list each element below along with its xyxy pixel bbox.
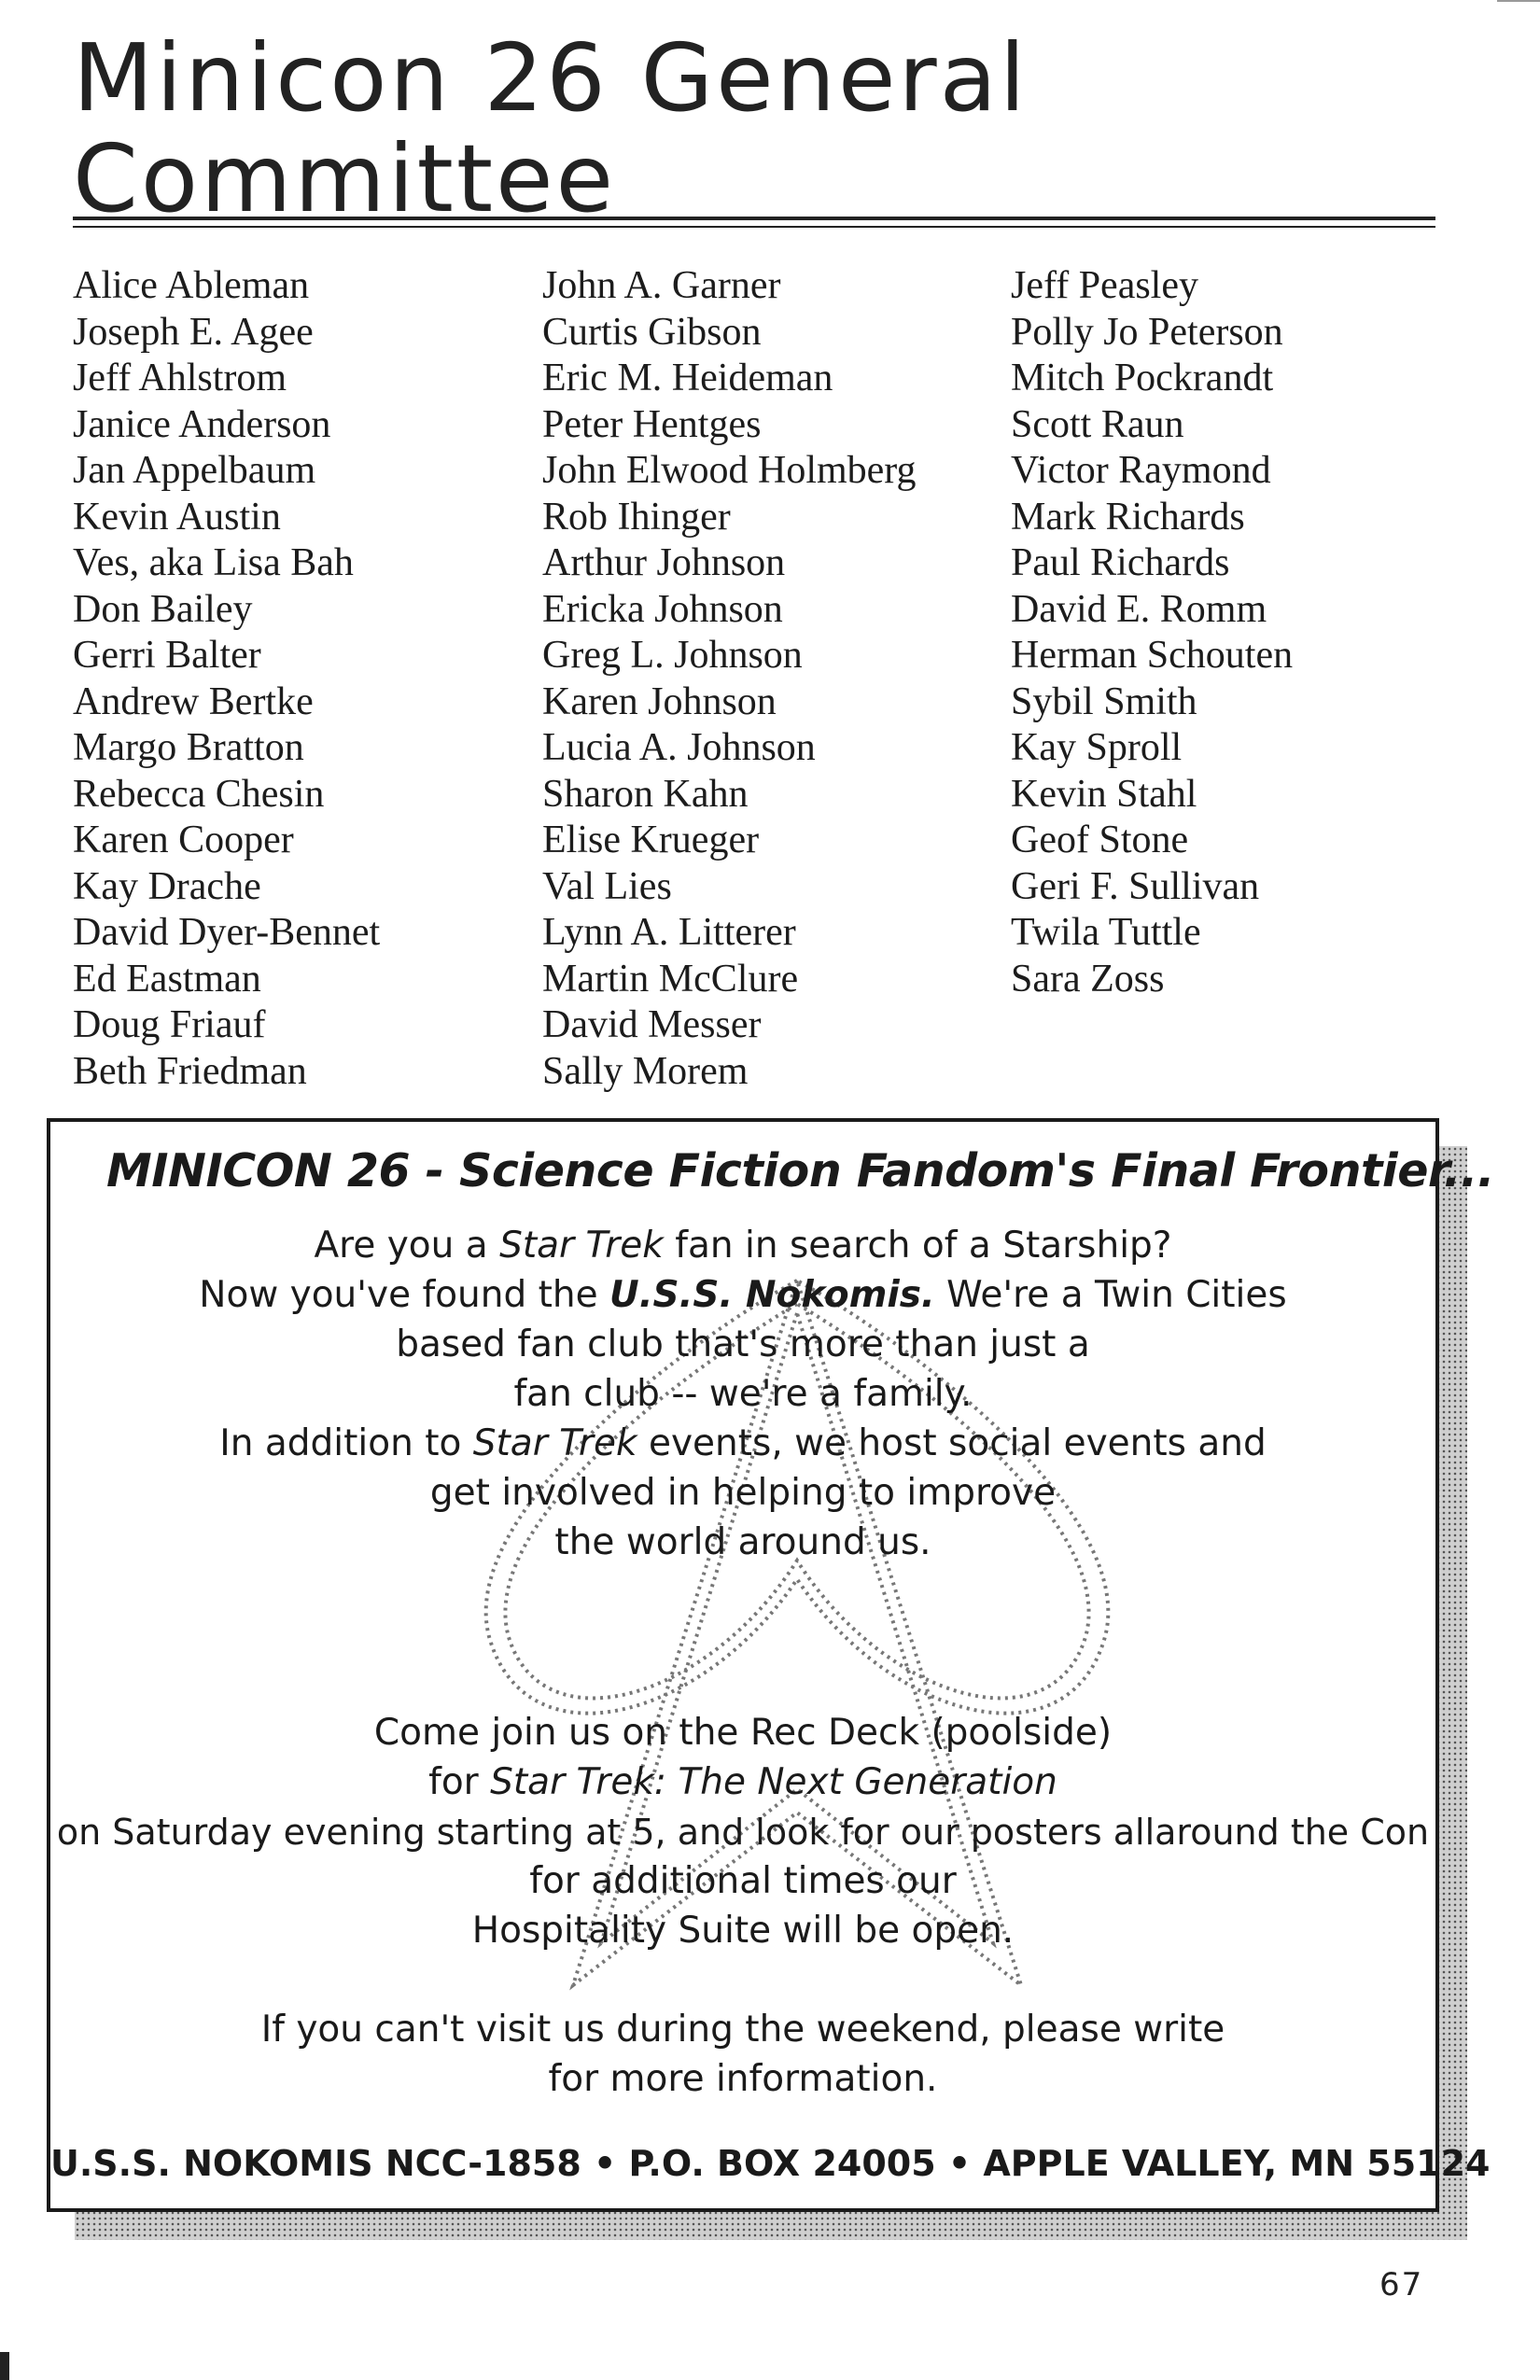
ad-line-5-a: In addition to <box>219 1422 473 1464</box>
committee-member: Arthur Johnson <box>542 541 786 584</box>
committee-member: Greg L. Johnson <box>542 634 803 677</box>
committee-member: Sara Zoss <box>1011 957 1165 1001</box>
committee-column-1 <box>73 263 542 1095</box>
ad-line-10: on Saturday evening starting at 5, and look for our posters allaround the Con <box>56 1812 1430 1853</box>
committee-member: John Elwood Holmberg <box>542 449 917 492</box>
committee-member: Sybil Smith <box>1011 679 1197 723</box>
ad-line-4: fan club -- we're a family. <box>513 1373 973 1415</box>
committee-member: Kevin Austin <box>73 495 281 539</box>
committee-member: Elise Krueger <box>542 819 760 861</box>
ad-line-3: based fan club that's more than just a <box>396 1323 1090 1365</box>
committee-member: Val Lies <box>542 864 672 908</box>
committee-member: Doug Friauf <box>73 1003 266 1046</box>
committee-member: Gerri Balter <box>73 634 261 677</box>
committee-member: Karen Cooper <box>73 819 294 861</box>
ad-line-5-c: events, we host social events and <box>637 1422 1267 1464</box>
committee-member: Martin McClure <box>542 957 799 1001</box>
ad-line-2 <box>50 1274 1435 1317</box>
committee-member: David E. Romm <box>1011 587 1267 631</box>
ad-line-9 <box>50 1761 1435 1804</box>
committee-member: Janice Anderson <box>73 402 331 446</box>
committee-member: Herman Schouten <box>1011 634 1294 677</box>
committee-member: Beth Friedman <box>73 1049 307 1093</box>
ad-line-13: If you can't visit us during the weekend, please write <box>260 2009 1225 2051</box>
ad-line-8: Come join us on the Rec Deck (poolside) <box>373 1712 1113 1754</box>
title-double-rule <box>73 217 1435 228</box>
committee-member: Twila Tuttle <box>1011 911 1201 954</box>
nokomis-ad <box>47 1118 1494 2212</box>
committee-member: Jan Appelbaum <box>73 449 316 492</box>
ad-line-5-title: Star Trek <box>472 1422 637 1464</box>
committee-member: Jeff Peasley <box>1011 264 1198 307</box>
ad-line-1-c: fan in search of a Starship? <box>663 1225 1172 1267</box>
committee-member: Jeff Ahlstrom <box>73 357 287 399</box>
scan-edge-mark <box>0 2352 9 2380</box>
ad-line-2-ship: U.S.S. Nokomis. <box>609 1274 935 1316</box>
ad-line-14: for more information. <box>548 2058 938 2100</box>
committee-member: Curtis Gibson <box>542 310 762 354</box>
committee-member: Don Bailey <box>73 587 253 631</box>
ad-line-5 <box>50 1422 1435 1465</box>
ad-line-12: Hospitality Suite will be open. <box>471 1910 1015 1952</box>
ad-line-6: get involved in helping to improve <box>429 1472 1057 1514</box>
committee-member: Lynn A. Litterer <box>542 911 796 954</box>
ad-address-footer: U.S.S. NOKOMIS NCC-1858 • P.O. BOX 24005 • APPLE VALLEY, MN 55124 <box>50 2143 1491 2184</box>
committee-member: Sally Morem <box>542 1049 749 1093</box>
committee-member: Alice Ableman <box>73 264 310 307</box>
committee-list <box>73 263 1435 1095</box>
committee-member: Peter Hentges <box>542 402 762 446</box>
committee-member: Kevin Stahl <box>1011 772 1197 816</box>
ad-line-11: for additional times our <box>529 1860 957 1902</box>
committee-member: David Dyer-Bennet <box>73 911 381 954</box>
ad-line-1-title: Star Trek <box>499 1225 664 1267</box>
committee-member: Polly Jo Peterson <box>1011 310 1283 354</box>
committee-member: Kay Drache <box>73 864 261 908</box>
ad-line-2-a: Now you've found the <box>199 1274 610 1316</box>
committee-member: Eric M. Heideman <box>542 357 833 399</box>
committee-member: John A. Garner <box>542 264 781 307</box>
page-title <box>73 23 1286 233</box>
ad-line-9-a: for <box>428 1761 491 1803</box>
page-number: 67 <box>1379 2266 1424 2303</box>
ad-line-2-c: We're a Twin Cities <box>934 1274 1287 1316</box>
committee-member: Rob Ihinger <box>542 495 731 539</box>
committee-member: Mitch Pockrandt <box>1011 357 1274 399</box>
committee-member: Ericka Johnson <box>542 587 783 631</box>
committee-member: Lucia A. Johnson <box>542 726 816 769</box>
committee-column-3 <box>1011 263 1435 1095</box>
committee-member: Paul Richards <box>1011 541 1230 584</box>
committee-member: David Messer <box>542 1003 762 1046</box>
committee-member: Ves, aka Lisa Bah <box>73 541 354 584</box>
page-title-line-1: Minicon 26 General <box>73 23 1029 133</box>
committee-member: Rebecca Chesin <box>73 772 325 816</box>
ad-line-1 <box>50 1225 1435 1267</box>
committee-member: Andrew Bertke <box>73 679 314 723</box>
ad-line-9-title: Star Trek: The Next Generation <box>490 1761 1057 1803</box>
ad-line-1-a: Are you a <box>314 1225 500 1267</box>
committee-member: Geri F. Sullivan <box>1011 864 1260 908</box>
committee-member: Kay Sproll <box>1011 726 1183 769</box>
committee-member: Victor Raymond <box>1011 449 1271 492</box>
committee-column-2 <box>542 263 1011 1095</box>
committee-member: Mark Richards <box>1011 495 1245 539</box>
page-title-line-2: Committee <box>73 124 617 233</box>
committee-member: Geof Stone <box>1011 819 1189 861</box>
committee-member: Karen Johnson <box>542 679 777 723</box>
committee-member: Margo Bratton <box>73 726 304 769</box>
ad-headline: MINICON 26 - Science Fiction Fandom's Final Frontier... <box>106 1144 1494 1197</box>
committee-member: Sharon Kahn <box>542 772 749 816</box>
corner-mark <box>1497 0 1540 6</box>
committee-member: Ed Eastman <box>73 957 261 1001</box>
ad-line-7: the world around us. <box>554 1521 931 1563</box>
committee-member: Scott Raun <box>1011 402 1184 446</box>
committee-member: Joseph E. Agee <box>73 310 314 354</box>
